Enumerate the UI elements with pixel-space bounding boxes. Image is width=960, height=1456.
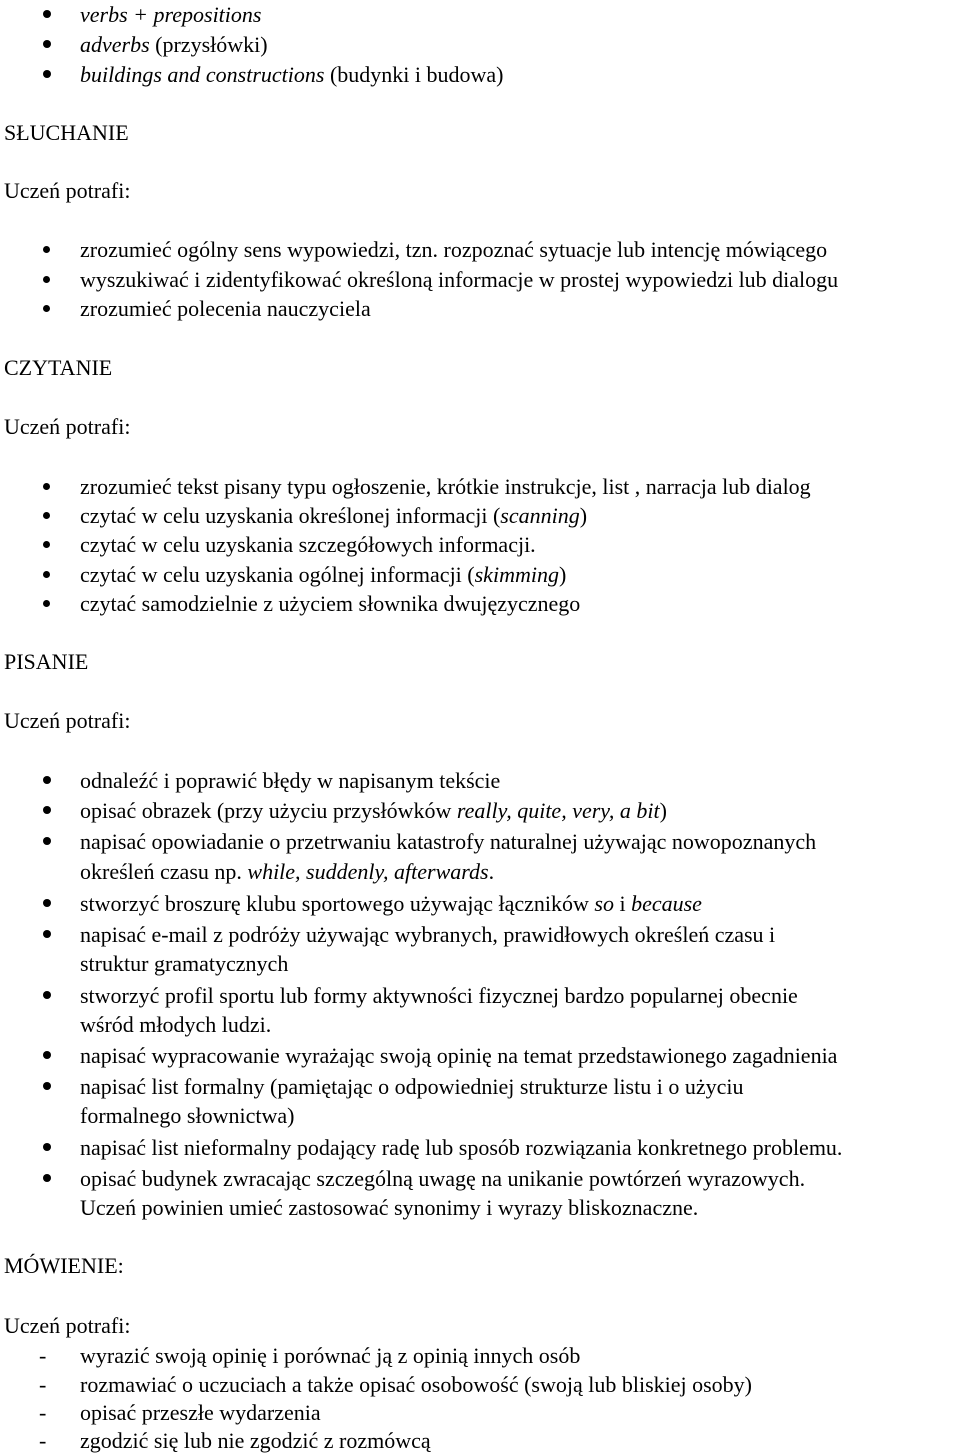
bullet-icon: [43, 512, 50, 519]
list-item: adverbs (przysłówki): [80, 32, 268, 57]
list-item: wyszukiwać i zidentyfikować określoną informacje w prostej wypowiedzi lub dialogu: [80, 267, 839, 292]
bullet-icon: [43, 1174, 51, 1182]
bullet-icon: [43, 776, 51, 784]
list-item: zrozumieć tekst pisany typu ogłoszenie, krótkie instrukcje, list , narracja lub dialog: [80, 474, 811, 499]
list-item: czytać w celu uzyskania szczegółowych informacji.: [80, 532, 536, 557]
bullet-icon: [43, 600, 50, 607]
list-item: stworzyć profil sportu lub formy aktywności fizycznej bardzo popularnej obecnie: [80, 983, 798, 1008]
bullet-icon: [43, 930, 51, 938]
list-item-continuation: określeń czasu np. while, suddenly, afterwards.: [80, 859, 495, 884]
dash-bullet: -: [39, 1372, 47, 1397]
list-item: zrozumieć polecenia nauczyciela: [80, 296, 371, 321]
list-item-continuation: Uczeń powinien umieć zastosować synonimy i wyrazy bliskoznaczne.: [80, 1195, 699, 1220]
bullet-icon: [43, 1143, 51, 1151]
list-item: rozmawiać o uczuciach a także opisać osobowość (swoją lub bliskiej osoby): [80, 1372, 753, 1397]
dash-bullet: -: [39, 1343, 47, 1368]
list-item: napisać e-mail z podróży używając wybranych, prawidłowych określeń czasu i: [80, 922, 776, 947]
list-item: wyrazić swoją opinię i porównać ją z opinią innych osób: [80, 1343, 581, 1368]
list-item: czytać w celu uzyskania ogólnej informacji (skimming): [80, 562, 567, 587]
bullet-icon: [43, 483, 50, 490]
list-item: napisać wypracowanie wyrażając swoją opinię na temat przedstawionego zagadnienia: [80, 1043, 838, 1068]
list-item-continuation: wśród młodych ludzi.: [80, 1012, 272, 1037]
bullet-icon: [43, 70, 51, 78]
bullet-icon: [43, 806, 51, 814]
list-item: napisać opowiadanie o przetrwaniu katastrofy naturalnej używając nowopoznanych: [80, 829, 817, 854]
list-item: buildings and constructions (budynki i budowa): [80, 62, 504, 87]
section-heading-czytanie: CZYTANIE: [4, 355, 113, 380]
list-item: czytać w celu uzyskania określonej informacji (scanning): [80, 503, 588, 528]
list-item: opisać budynek zwracając szczególną uwagę na unikanie powtórzeń wyrazowych.: [80, 1166, 806, 1191]
bullet-icon: [43, 1051, 51, 1059]
list-item: napisać list nieformalny podający radę lub sposób rozwiązania konkretnego problemu.: [80, 1135, 843, 1160]
list-item: verbs + prepositions: [80, 2, 262, 27]
list-item: odnaleźć i poprawić błędy w napisanym tekście: [80, 768, 501, 793]
bullet-icon: [43, 899, 51, 907]
list-item-continuation: struktur gramatycznych: [80, 951, 289, 976]
bullet-icon: [43, 571, 50, 578]
section-subheading: Uczeń potrafi:: [4, 178, 131, 203]
list-item: opisać obrazek (przy użyciu przysłówków really, quite, very, a bit): [80, 798, 667, 823]
list-item: napisać list formalny (pamiętając o odpowiedniej strukturze listu i o użyciu: [80, 1074, 744, 1099]
bullet-icon: [43, 541, 50, 548]
bullet-icon: [43, 246, 50, 253]
section-heading-sluchanie: SŁUCHANIE: [4, 120, 129, 145]
list-item: stworzyć broszurę klubu sportowego używając łączników so i because: [80, 891, 702, 916]
bullet-icon: [43, 305, 50, 312]
section-heading-pisanie: PISANIE: [4, 649, 89, 674]
list-item-continuation: formalnego słownictwa): [80, 1103, 295, 1128]
section-subheading: Uczeń potrafi:: [4, 1313, 131, 1338]
bullet-icon: [43, 991, 51, 999]
section-subheading: Uczeń potrafi:: [4, 414, 131, 439]
bullet-icon: [43, 40, 51, 48]
list-item: zgodzić się lub nie zgodzić z rozmówcą: [80, 1428, 431, 1453]
section-subheading: Uczeń potrafi:: [4, 708, 131, 733]
list-item: czytać samodzielnie z użyciem słownika dwujęzycznego: [80, 591, 581, 616]
dash-bullet: -: [39, 1428, 47, 1453]
bullet-icon: [43, 276, 50, 283]
dash-bullet: -: [39, 1400, 47, 1425]
bullet-icon: [43, 10, 51, 18]
bullet-icon: [43, 837, 51, 845]
section-heading-mowienie: MÓWIENIE:: [4, 1253, 124, 1278]
bullet-icon: [43, 1082, 51, 1090]
list-item: zrozumieć ogólny sens wypowiedzi, tzn. rozpoznać sytuacje lub intencję mówiącego: [80, 237, 828, 262]
list-item: opisać przeszłe wydarzenia: [80, 1400, 321, 1425]
